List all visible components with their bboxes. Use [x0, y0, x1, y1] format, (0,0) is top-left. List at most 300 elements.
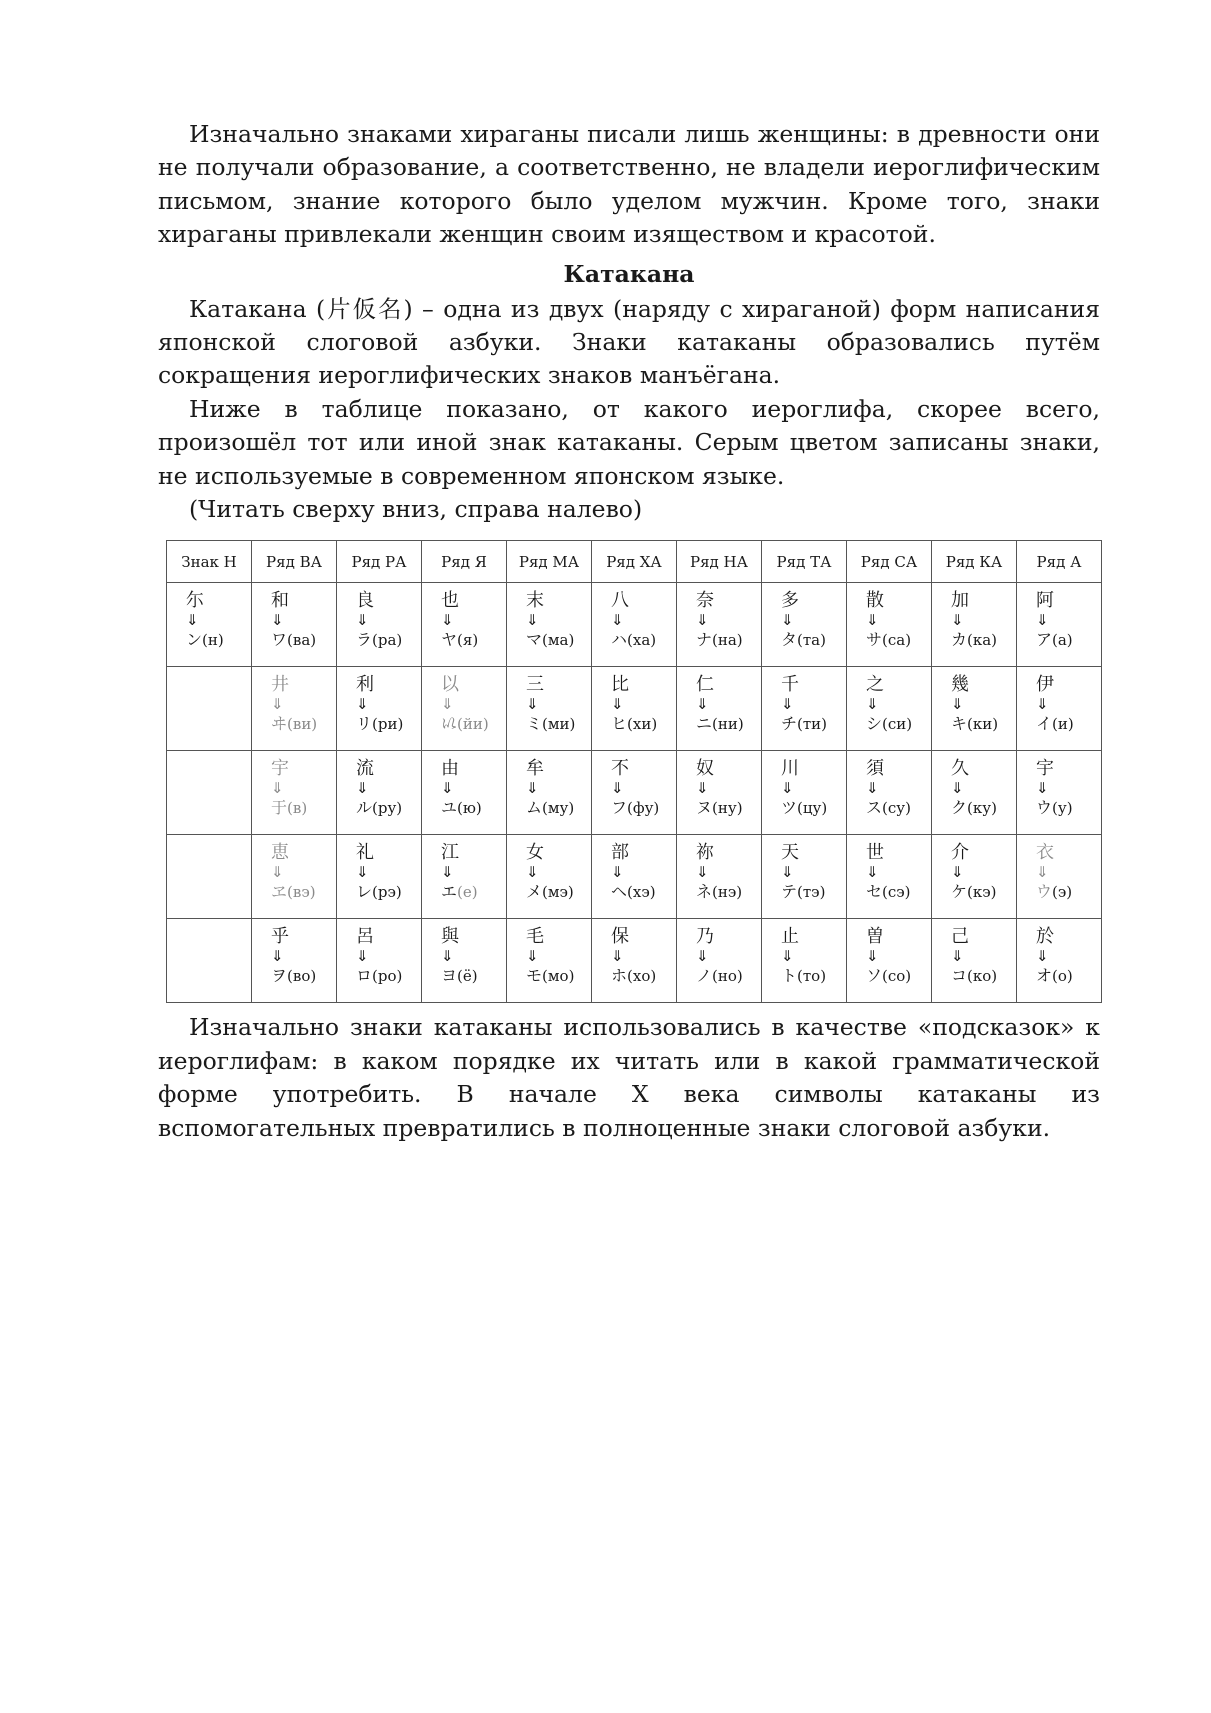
reading: (ю): [457, 798, 482, 817]
katakana-result: [866, 882, 931, 903]
katakana-result: [526, 714, 591, 735]
source-kanji: 乎: [271, 926, 289, 948]
kana-origin-entry: [592, 751, 676, 818]
reading: (во): [287, 966, 317, 985]
column-header: Ряд ХА: [592, 541, 677, 583]
table-cell: [1017, 835, 1102, 919]
source-kanji: 保: [611, 926, 629, 948]
source-kanji: 女: [526, 842, 544, 864]
reading: (о): [1052, 966, 1073, 985]
source-kanji: 之: [866, 674, 884, 696]
kana-origin-entry: [592, 919, 676, 986]
reading: (нэ): [712, 882, 743, 901]
kana-origin-entry: [762, 667, 846, 734]
source-kanji: 須: [866, 758, 884, 780]
table-cell: [762, 667, 847, 751]
kana-origin-entry: [252, 751, 336, 818]
katakana-char: レ: [356, 881, 373, 901]
katakana-char: マ: [526, 629, 543, 649]
reading: (ро): [372, 966, 403, 985]
source-kanji: 加: [951, 590, 969, 612]
document-page: [158, 118, 1100, 1145]
source-kanji: 以: [441, 674, 459, 696]
paragraph-katakana-definition: Катакана (片仮名) – одна из двух (наряду с хираганой) форм написания японской слоговой азбуки. Знаки катаканы образовались путём сокращения иероглифических знаков манъёгана.: [158, 294, 1100, 390]
table-cell: [847, 919, 932, 1003]
source-kanji: 尓: [186, 590, 204, 612]
reading: (но): [712, 966, 743, 985]
katakana-result: [866, 966, 931, 987]
katakana-char: コ: [951, 965, 968, 985]
reading: (ну): [712, 798, 743, 817]
table-cell: [252, 667, 337, 751]
reading: (хо): [627, 966, 657, 985]
katakana-char: ヌ: [696, 797, 713, 817]
down-arrow-icon: ⇓: [441, 694, 454, 713]
source-kanji: 毛: [526, 926, 544, 948]
katakana-char: ノ: [696, 965, 713, 985]
kana-origin-entry: [762, 835, 846, 902]
kana-origin-entry: [337, 667, 421, 734]
down-arrow-icon: ⇓: [696, 946, 709, 965]
down-arrow-icon: ⇓: [271, 610, 284, 629]
kana-origin-entry: [1017, 667, 1101, 734]
katakana-result: [951, 630, 1016, 651]
katakana-result: [781, 966, 846, 987]
table-cell: [1017, 919, 1102, 1003]
table-row: [167, 667, 1102, 751]
table-cell: [252, 835, 337, 919]
down-arrow-icon: ⇓: [611, 778, 624, 797]
katakana-result: [1036, 966, 1101, 987]
down-arrow-icon: ⇓: [526, 862, 539, 881]
katakana-result: [271, 966, 336, 987]
paragraph-katakana-usage: Изначально знаки катаканы использовались в качестве «подсказок» к иероглифам: в каком порядке их читать или в какой грамматической форме употребить. В начале X века символы катаканы из вспомогательных превратились в полноценные знаки слоговой азбуки.: [158, 1013, 1100, 1142]
down-arrow-icon: ⇓: [951, 694, 964, 713]
katakana-char: ヤ: [441, 629, 458, 649]
source-kanji: 江: [441, 842, 459, 864]
table-cell: [592, 583, 677, 667]
kana-origin-entry: [592, 835, 676, 902]
kana-origin-entry: [337, 583, 421, 650]
katakana-char: ル: [356, 797, 373, 817]
paragraph-hiragana-women: Изначально знаками хираганы писали лишь женщины: в древности они не получали образование, а соответственно, не владели иероглифическим письмом, знание которого было уделом мужчин. Кроме того, знаки хираганы привлекали женщин своим изяществом и красотой.: [158, 120, 1100, 249]
katakana-char: ハ: [611, 629, 628, 649]
kana-origin-entry: [677, 835, 761, 902]
source-kanji: 奴: [696, 758, 714, 780]
reading: (а): [1052, 630, 1073, 649]
down-arrow-icon: ⇓: [1036, 610, 1049, 629]
kana-origin-entry: [847, 667, 931, 734]
katakana-char: テ: [781, 881, 798, 901]
reading: (фу): [627, 798, 660, 817]
kana-origin-entry: [252, 583, 336, 650]
katakana-char: ス: [866, 797, 883, 817]
reading: (ма): [542, 630, 575, 649]
source-kanji: 井: [271, 674, 289, 696]
down-arrow-icon: ⇓: [866, 862, 879, 881]
table-cell: [507, 919, 592, 1003]
source-kanji: 牟: [526, 758, 544, 780]
katakana-result: [951, 882, 1016, 903]
katakana-result: [951, 798, 1016, 819]
down-arrow-icon: ⇓: [866, 946, 879, 965]
kana-origin-entry: [507, 835, 591, 902]
table-cell: [932, 667, 1017, 751]
katakana-char: ワ: [271, 629, 288, 649]
reading: (ви): [287, 714, 318, 733]
kana-origin-entry: [1017, 583, 1101, 650]
table-cell: [762, 583, 847, 667]
source-kanji: 部: [611, 842, 629, 864]
table-cell: [337, 919, 422, 1003]
katakana-char: ラ: [356, 629, 373, 649]
katakana-result: [526, 798, 591, 819]
table-cell: [677, 835, 762, 919]
katakana-char: ヰ: [271, 713, 288, 733]
katakana-result: [781, 882, 846, 903]
table-cell: [252, 583, 337, 667]
kana-origin-entry: [252, 667, 336, 734]
reading: (ми): [542, 714, 576, 733]
down-arrow-icon: ⇓: [781, 862, 794, 881]
table-cell: [167, 667, 252, 751]
down-arrow-icon: ⇓: [696, 778, 709, 797]
kana-origin-entry: [167, 583, 251, 650]
down-arrow-icon: ⇓: [356, 946, 369, 965]
down-arrow-icon: ⇓: [356, 778, 369, 797]
down-arrow-icon: ⇓: [696, 862, 709, 881]
katakana-result: [611, 798, 676, 819]
katakana-result: [1036, 630, 1101, 651]
source-kanji: 與: [441, 926, 459, 948]
katakana-result: [1036, 798, 1101, 819]
table-cell: [1017, 667, 1102, 751]
source-kanji: 比: [611, 674, 629, 696]
reading: (я): [457, 630, 479, 649]
down-arrow-icon: ⇓: [441, 946, 454, 965]
katakana-result: [1036, 882, 1101, 903]
down-arrow-icon: ⇓: [526, 610, 539, 629]
katakana-result: [781, 798, 846, 819]
reading: (е): [457, 882, 478, 901]
table-cell: [337, 751, 422, 835]
paragraph-table-intro: Ниже в таблице показано, от какого иероглифа, скорее всего, произошёл тот или иной знак катаканы. Серым цветом записаны знаки, не используемые в современном японском языке.: [158, 394, 1100, 490]
katakana-result: [866, 714, 931, 735]
reading: (ку): [967, 798, 997, 817]
katakana-result: [696, 798, 761, 819]
katakana-char: メ: [526, 881, 543, 901]
source-kanji: 呂: [356, 926, 374, 948]
reading: (мо): [542, 966, 575, 985]
source-kanji: 和: [271, 590, 289, 612]
down-arrow-icon: ⇓: [866, 610, 879, 629]
table-cell: [762, 751, 847, 835]
kana-origin-entry: [337, 919, 421, 986]
reading: (ру): [372, 798, 403, 817]
kana-origin-entry: [422, 835, 506, 902]
katakana-char: ケ: [951, 881, 968, 901]
down-arrow-icon: ⇓: [271, 862, 284, 881]
reading: (на): [712, 630, 743, 649]
source-kanji: 伊: [1036, 674, 1054, 696]
table-cell: [592, 919, 677, 1003]
down-arrow-icon: ⇓: [271, 694, 284, 713]
katakana-char: ヨ: [441, 965, 458, 985]
katakana-char: ク: [951, 797, 968, 817]
katakana-char: ナ: [696, 629, 713, 649]
katakana-char: イ: [1036, 713, 1053, 733]
katakana-result: [611, 966, 676, 987]
source-kanji: 末: [526, 590, 544, 612]
katakana-result: [441, 714, 506, 735]
kana-origin-entry: [677, 667, 761, 734]
reading: (ка): [967, 630, 998, 649]
kana-origin-entry: [677, 751, 761, 818]
down-arrow-icon: ⇓: [696, 694, 709, 713]
kana-origin-entry: [932, 583, 1016, 650]
kana-origin-entry: [422, 751, 506, 818]
reading: (кэ): [967, 882, 997, 901]
reading: (рэ): [372, 882, 402, 901]
table-row: [167, 835, 1102, 919]
table-cell: [422, 667, 507, 751]
down-arrow-icon: ⇓: [611, 610, 624, 629]
column-header: Ряд РА: [337, 541, 422, 583]
table-cell: [677, 919, 762, 1003]
katakana-char: シ: [866, 713, 883, 733]
katakana-result: [526, 882, 591, 903]
source-kanji: 介: [951, 842, 969, 864]
kana-origin-entry: [507, 751, 591, 818]
table-row: [167, 919, 1102, 1003]
down-arrow-icon: ⇓: [611, 946, 624, 965]
source-kanji: 恵: [271, 842, 289, 864]
down-arrow-icon: ⇓: [611, 862, 624, 881]
down-arrow-icon: ⇓: [866, 694, 879, 713]
source-kanji: 宇: [271, 758, 289, 780]
katakana-result: [611, 882, 676, 903]
source-kanji: 三: [526, 674, 544, 696]
source-kanji: 由: [441, 758, 459, 780]
down-arrow-icon: ⇓: [951, 610, 964, 629]
down-arrow-icon: ⇓: [441, 610, 454, 629]
source-kanji: 利: [356, 674, 374, 696]
source-kanji: 宇: [1036, 758, 1054, 780]
kana-origin-entry: [507, 583, 591, 650]
down-arrow-icon: ⇓: [951, 862, 964, 881]
source-kanji: 千: [781, 674, 799, 696]
reading: (у): [1052, 798, 1073, 817]
table-cell: [422, 919, 507, 1003]
source-kanji: 祢: [696, 842, 714, 864]
reading: (ни): [712, 714, 744, 733]
down-arrow-icon: ⇓: [781, 946, 794, 965]
reading: (ти): [797, 714, 828, 733]
reading: (то): [797, 966, 827, 985]
kana-origin-entry: [847, 751, 931, 818]
kana-origin-entry: [932, 835, 1016, 902]
reading: (ё): [457, 966, 478, 985]
source-kanji: 己: [951, 926, 969, 948]
katakana-result: [951, 966, 1016, 987]
kana-origin-entry: [762, 583, 846, 650]
table-cell: [337, 667, 422, 751]
katakana-result: [356, 882, 421, 903]
kana-origin-entry: [422, 919, 506, 986]
kana-origin-entry: [932, 919, 1016, 986]
katakana-origin-table: [166, 540, 1102, 1003]
reading: (вэ): [287, 882, 316, 901]
down-arrow-icon: ⇓: [1036, 946, 1049, 965]
column-header: Ряд ВА: [252, 541, 337, 583]
katakana-char: ヲ: [271, 965, 288, 985]
table-cell: [932, 751, 1017, 835]
down-arrow-icon: ⇓: [696, 610, 709, 629]
table-cell: [1017, 583, 1102, 667]
table-cell: [677, 583, 762, 667]
source-kanji: 止: [781, 926, 799, 948]
katakana-char: キ: [951, 713, 968, 733]
down-arrow-icon: ⇓: [1036, 694, 1049, 713]
down-arrow-icon: ⇓: [781, 778, 794, 797]
source-kanji: 曽: [866, 926, 884, 948]
reading: (цу): [797, 798, 828, 817]
katakana-result: [611, 714, 676, 735]
source-kanji: 不: [611, 758, 629, 780]
katakana-char: モ: [526, 965, 543, 985]
source-kanji: 久: [951, 758, 969, 780]
table-cell: [252, 751, 337, 835]
katakana-char: ネ: [696, 881, 713, 901]
reading: (в): [287, 798, 308, 817]
down-arrow-icon: ⇓: [271, 778, 284, 797]
katakana-result: [951, 714, 1016, 735]
katakana-result: [526, 966, 591, 987]
katakana-result: [1036, 714, 1101, 735]
katakana-result: [526, 630, 591, 651]
katakana-result: [781, 630, 846, 651]
kana-origin-entry: [252, 919, 336, 986]
source-kanji: 散: [866, 590, 884, 612]
katakana-result: [356, 714, 421, 735]
down-arrow-icon: ⇓: [781, 694, 794, 713]
katakana-result: [271, 630, 336, 651]
reading: (ко): [967, 966, 998, 985]
source-kanji: 乃: [696, 926, 714, 948]
source-kanji: 世: [866, 842, 884, 864]
table-cell: [337, 583, 422, 667]
katakana-result: [441, 798, 506, 819]
source-kanji: 仁: [696, 674, 714, 696]
down-arrow-icon: ⇓: [441, 778, 454, 797]
katakana-char: ム: [526, 797, 543, 817]
katakana-char: エ: [441, 881, 458, 901]
reading: (н): [202, 630, 224, 649]
kana-origin-entry: [507, 667, 591, 734]
source-kanji: 於: [1036, 926, 1054, 948]
katakana-result: [271, 798, 336, 819]
katakana-char: ン: [186, 629, 203, 649]
down-arrow-icon: ⇓: [526, 778, 539, 797]
kana-origin-entry: [677, 919, 761, 986]
table-cell: [167, 835, 252, 919]
katakana-char: タ: [781, 629, 798, 649]
reading: (ри): [372, 714, 404, 733]
kana-origin-entry: [337, 751, 421, 818]
down-arrow-icon: ⇓: [611, 694, 624, 713]
source-kanji: 衣: [1036, 842, 1054, 864]
table-cell: [422, 583, 507, 667]
down-arrow-icon: ⇓: [186, 610, 199, 629]
kana-origin-entry: [932, 751, 1016, 818]
down-arrow-icon: ⇓: [356, 862, 369, 881]
source-kanji: 阿: [1036, 590, 1054, 612]
source-kanji: 幾: [951, 674, 969, 696]
katakana-char: 于: [271, 797, 288, 817]
table-row: [167, 751, 1102, 835]
table-cell: [507, 835, 592, 919]
table-cell: [252, 919, 337, 1003]
katakana-char: オ: [1036, 965, 1053, 985]
source-kanji: 川: [781, 758, 799, 780]
column-header: Ряд СА: [847, 541, 932, 583]
kana-origin-entry: [847, 835, 931, 902]
katakana-char: ヱ: [271, 881, 288, 901]
table-cell: [337, 835, 422, 919]
reading: (та): [797, 630, 826, 649]
down-arrow-icon: ⇓: [271, 946, 284, 965]
source-kanji: 八: [611, 590, 629, 612]
katakana-result: [441, 630, 506, 651]
kana-origin-entry: [1017, 919, 1101, 986]
reading: (му): [542, 798, 575, 817]
source-kanji: 也: [441, 590, 459, 612]
table-cell: [507, 751, 592, 835]
table-header-row: [167, 541, 1102, 583]
down-arrow-icon: ⇓: [356, 694, 369, 713]
reading: (со): [882, 966, 912, 985]
kana-origin-entry: [1017, 751, 1101, 818]
katakana-char: ト: [781, 965, 798, 985]
reading: (ва): [287, 630, 317, 649]
kana-origin-entry: [592, 583, 676, 650]
table-cell: [847, 751, 932, 835]
katakana-char: ロ: [356, 965, 373, 985]
kana-origin-entry: [422, 667, 506, 734]
katakana-result: [696, 882, 761, 903]
column-header: Знак Н: [167, 541, 252, 583]
table-cell: [507, 667, 592, 751]
katakana-result: [356, 966, 421, 987]
katakana-result: [696, 966, 761, 987]
table-cell: [507, 583, 592, 667]
table-cell: [167, 751, 252, 835]
katakana-result: [441, 966, 506, 987]
table-cell: [932, 583, 1017, 667]
kana-origin-entry: [1017, 835, 1101, 902]
column-header: Ряд МА: [507, 541, 592, 583]
source-kanji: 礼: [356, 842, 374, 864]
katakana-char: サ: [866, 629, 883, 649]
column-header: Ряд А: [1017, 541, 1102, 583]
table-cell: [592, 835, 677, 919]
table-cell: [1017, 751, 1102, 835]
kana-origin-entry: [762, 751, 846, 818]
katakana-char: ウ: [1036, 881, 1053, 901]
katakana-char: チ: [781, 713, 798, 733]
katakana-char: リ: [356, 713, 373, 733]
table-cell: [592, 751, 677, 835]
